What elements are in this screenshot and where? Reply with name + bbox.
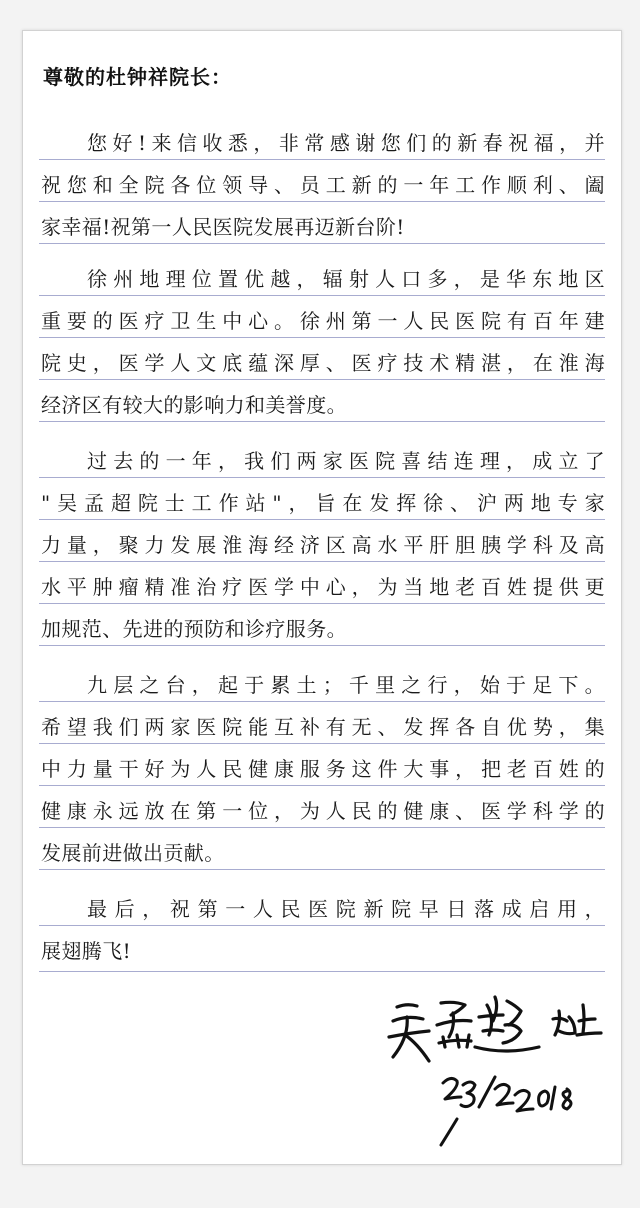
ruled-line <box>39 603 605 604</box>
ruled-line <box>39 925 605 926</box>
letter-line: 您好!来信收悉，非常感谢您们的新春祝福，并 <box>87 131 605 155</box>
ruled-line <box>39 295 605 296</box>
ruled-line <box>39 869 605 870</box>
letter-line: 健康永远放在第一位，为人民的健康、医学科学的 <box>41 799 605 823</box>
letter-line: 力量，聚力发展淮海经济区高水平肝胆胰学科及高 <box>41 533 605 557</box>
letter-line: 过去的一年，我们两家医院喜结连理，成立了 <box>87 449 605 473</box>
ruled-line <box>39 243 605 244</box>
letter-paper <box>22 30 622 1165</box>
letter-line: 家幸福!祝第一人民医院发展再迈新台阶! <box>41 215 405 239</box>
ruled-line <box>39 421 605 422</box>
ruled-line <box>39 477 605 478</box>
letter-line: 院史，医学人文底蕴深厚、医疗技术精湛，在淮海 <box>41 351 605 375</box>
letter-line: 重要的医疗卫生中心。徐州第一人民医院有百年建 <box>41 309 605 333</box>
salutation: 尊敬的杜钟祥院长： <box>43 65 232 89</box>
ruled-line <box>39 561 605 562</box>
letter-line: 水平肿瘤精准治疗医学中心，为当地老百姓提供更 <box>41 575 605 599</box>
letter-line: 展翅腾飞! <box>41 939 132 963</box>
letter-line: 经济区有较大的影响力和美誉度。 <box>41 393 347 417</box>
letter-line: "吴孟超院士工作站"，旨在发挥徐、沪两地专家 <box>41 491 605 515</box>
letter-line: 希望我们两家医院能互补有无、发挥各自优势，集 <box>41 715 605 739</box>
letter-line: 九层之台，起于累土；千里之行，始于足下。 <box>87 673 605 697</box>
letter-line: 徐州地理位置优越，辐射人口多，是华东地区 <box>87 267 605 291</box>
letter-line: 中力量干好为人民健康服务这件大事，把老百姓的 <box>41 757 605 781</box>
ruled-line <box>39 971 605 972</box>
ruled-line <box>39 645 605 646</box>
letter-line: 最后，祝第一人民医院新院早日落成启用， <box>87 897 605 921</box>
ruled-line <box>39 379 605 380</box>
ruled-line <box>39 827 605 828</box>
ruled-line <box>39 201 605 202</box>
ruled-line <box>39 785 605 786</box>
letter-line: 加规范、先进的预防和诊疗服务。 <box>41 617 347 641</box>
ruled-line <box>39 701 605 702</box>
ruled-line <box>39 337 605 338</box>
ruled-line <box>39 159 605 160</box>
letter-line: 祝您和全院各位领导、员工新的一年工作顺利、阖 <box>41 173 605 197</box>
handwritten-signature <box>383 991 613 1151</box>
letter-line: 发展前进做出贡献。 <box>41 841 225 865</box>
ruled-line <box>39 519 605 520</box>
ruled-line <box>39 743 605 744</box>
